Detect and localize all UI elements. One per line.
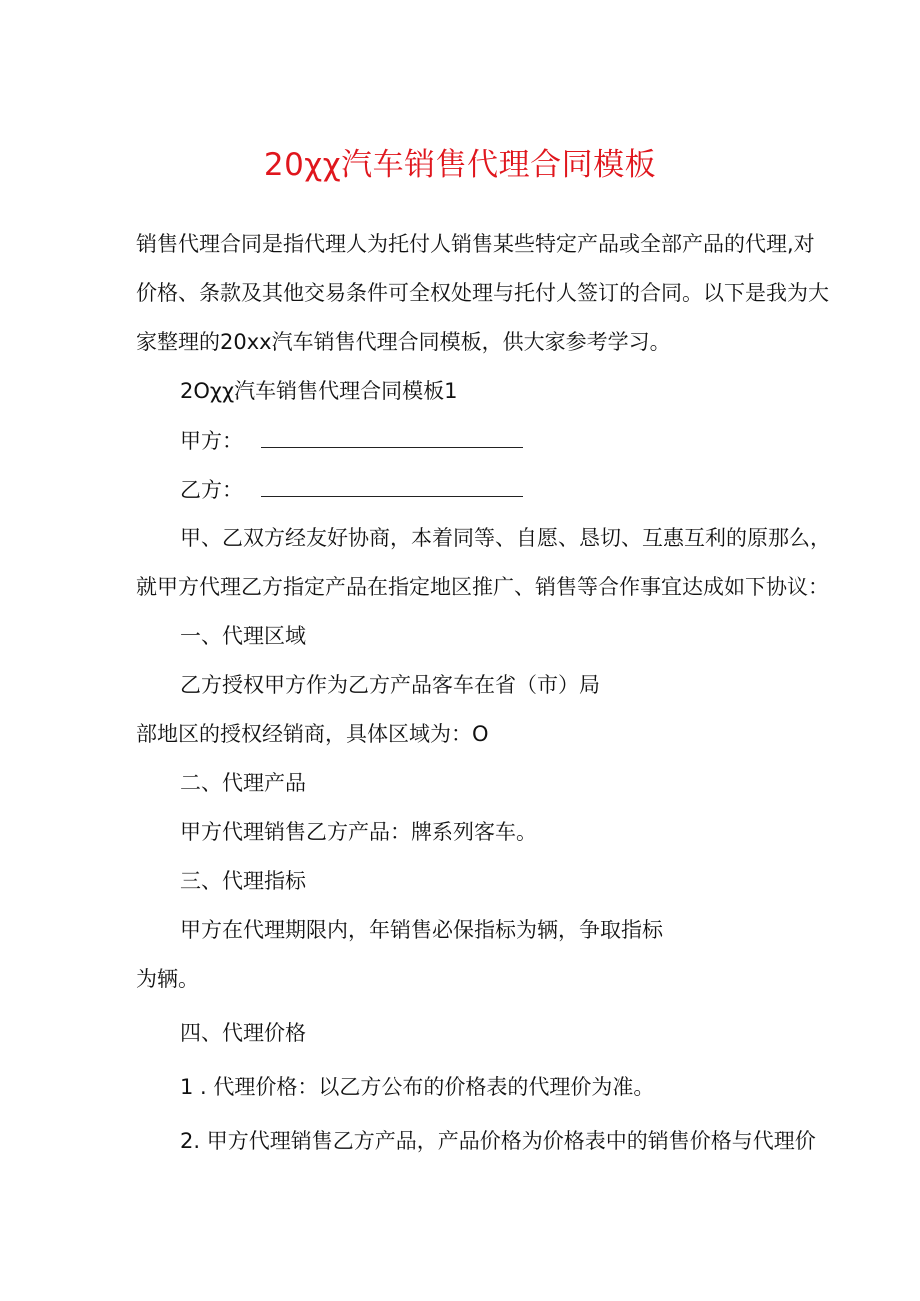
document-title: 20χχ汽车销售代理合同模板 xyxy=(263,147,657,183)
party-a-row xyxy=(180,425,523,456)
section1-body-line-2: 部地区的授权经销商，具体区域为：O xyxy=(136,722,489,746)
section4-item-2: 2. 甲方代理销售乙方产品，产品价格为价格表中的销售价格与代理价 xyxy=(180,1129,816,1153)
section1-body-line-1: 乙方授权甲方作为乙方产品客车在省（市）局 xyxy=(180,673,600,697)
intro-line-2: 价格、条款及其他交易条件可全权处理与托付人签订的合同。以下是我为大 xyxy=(136,281,829,305)
preamble-line-1: 甲、乙双方经友好协商，本着同等、自愿、恳切、互惠互利的原那么， xyxy=(180,526,831,550)
contract-subtitle: 2Oχχ汽车销售代理合同模板1 xyxy=(180,379,458,403)
section3-body-line-1: 甲方在代理期限内，年销售必保指标为辆，争取指标 xyxy=(180,918,663,942)
section4-item-1: 1 . 代理价格：以乙方公布的价格表的代理价为准。 xyxy=(180,1075,655,1099)
preamble-line-2: 就甲方代理乙方指定产品在指定地区推广、销售等合作事宜达成如下协议： xyxy=(136,575,829,599)
section3-body-line-2: 为辆。 xyxy=(136,967,199,991)
party-a-label: 甲方： xyxy=(180,429,243,453)
party-b-label: 乙方： xyxy=(180,478,243,502)
intro-line-1: 销售代理合同是指代理人为托付人销售某些特定产品或全部产品的代理,对 xyxy=(136,232,815,256)
party-a-blank-field xyxy=(261,425,523,448)
section2-body: 甲方代理销售乙方产品：牌系列客车。 xyxy=(180,820,537,844)
intro-line-3: 家整理的20xx汽车销售代理合同模板，供大家参考学习。 xyxy=(136,330,671,354)
section4-heading: 四、代理价格 xyxy=(180,1021,306,1045)
section1-heading: 一、代理区域 xyxy=(180,624,306,648)
section2-heading: 二、代理产品 xyxy=(180,771,306,795)
party-b-row xyxy=(180,474,523,505)
section3-heading: 三、代理指标 xyxy=(180,869,306,893)
party-b-blank-field xyxy=(261,474,523,497)
